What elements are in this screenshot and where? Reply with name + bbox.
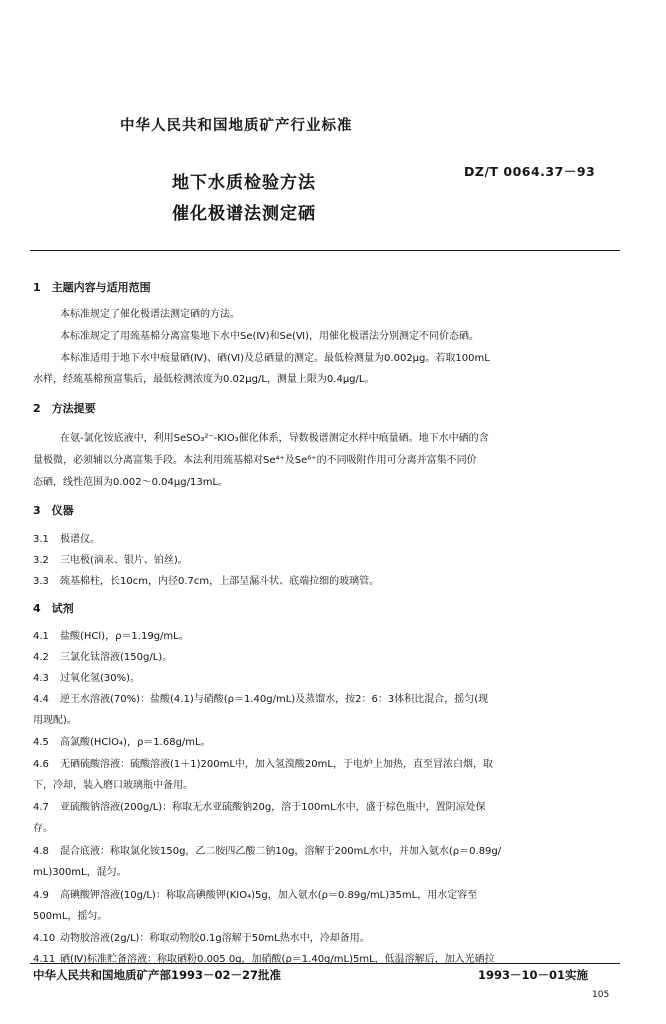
section-1-heading: 1 主题内容与适用范围 (33, 281, 151, 294)
list-item (33, 669, 140, 684)
list-item-cont: 用现配)。 (33, 715, 77, 726)
list-item (33, 551, 188, 566)
item-number: 3.3 (33, 576, 49, 587)
item-text: 三电极(滴汞、银片、铂丝)。 (60, 555, 188, 566)
item-number: 4.10 (33, 933, 56, 944)
list-item (33, 690, 488, 705)
item-number: 4.5 (33, 737, 49, 748)
list-item (33, 755, 493, 770)
list-item (33, 886, 477, 901)
list-item (33, 929, 370, 944)
section-1-paragraph-3: 本标准适用于地下水中痕量硒(Ⅳ)、硒(Ⅵ)及总硒量的测定。最低检测量为0.002μg。若取100mL (60, 353, 490, 364)
list-item-cont: 下，冷却，装入磨口玻璃瓶中备用。 (33, 780, 193, 791)
list-item-cont: 500mL，摇匀。 (33, 911, 108, 922)
item-number: 3.2 (33, 555, 49, 566)
item-number: 4.8 (33, 846, 49, 857)
item-number: 4.11 (33, 954, 56, 965)
item-number: 4.6 (33, 759, 49, 770)
item-number: 4.9 (33, 890, 49, 901)
item-text: 亚硫酸钠溶液(200g/L)：称取无水亚硫酸钠20g，溶于100mL水中，盛于棕色瓶中，置阴凉处保 (60, 802, 486, 813)
section-3-heading: 3 仪器 (33, 504, 74, 517)
issuing-organization: 中华人民共和国地质矿产行业标准 (120, 118, 353, 134)
section-2-line-2: 量极微，必须辅以分离富集手段。本法利用巯基棉对Se⁴⁺及Se⁶⁺的不同吸附作用可分离并富集不同价 (33, 455, 477, 466)
item-number: 3.1 (33, 534, 49, 545)
item-text: 逆王水溶液(70%)：盐酸(4.1)与硝酸(ρ＝1.40g/mL)及蒸馏水，按2：6：3体积比混合，摇匀(现 (60, 694, 489, 705)
section-1-paragraph-1: 本标准规定了催化极谱法测定硒的方法。 (60, 309, 240, 320)
item-text: 硒(Ⅳ)标准贮备溶液：称取硒粉0.005 0g，加硝酸(ρ＝1.40g/mL)5mL，低温溶解后，加入光硒拉 (60, 954, 495, 965)
section-2-line-1: 在氨-氯化铵底液中，利用SeSO₃²⁻-KIO₃催化体系，导数极谱测定水样中痕量硒。地下水中硒的含 (60, 433, 489, 444)
list-item-cont: mL)300mL，混匀。 (33, 867, 127, 878)
list-item-cont: 存。 (33, 823, 53, 834)
item-text: 高氯酸(HClO₄)，ρ＝1.68g/mL。 (60, 737, 211, 748)
item-text: 过氧化氢(30%)。 (60, 673, 141, 684)
list-item (33, 530, 100, 545)
standard-number: DZ/T 0064.37－93 (464, 164, 596, 179)
item-number: 4.7 (33, 802, 49, 813)
page-number: 105 (592, 990, 610, 1000)
item-text: 无硒硫酸溶液：硫酸溶液(1＋1)200mL中，加入氢溴酸20mL，于电炉上加热，直至冒浓白烟，取 (60, 759, 493, 770)
effective-date: 1993－10－01实施 (478, 968, 589, 982)
item-text: 三氯化钛溶液(150g/L)。 (60, 652, 173, 663)
item-text: 混合底液：称取氯化铵150g，乙二胺四乙酸二钠10g，溶解于200mL水中，并加入氨水(ρ＝0.89g/ (60, 846, 502, 857)
list-item (33, 798, 486, 813)
item-text: 极谱仪。 (60, 534, 100, 545)
item-text: 巯基棉柱，长10cm，内径0.7cm，上部呈漏斗状、底端拉细的玻璃管。 (60, 576, 380, 587)
list-item (33, 842, 501, 857)
footer-rule (30, 963, 620, 964)
section-1-paragraph-3-cont: 水样，经巯基棉预富集后，最低检测浓度为0.02μg/L，测量上限为0.4μg/L。 (33, 374, 375, 385)
item-text: 高碘酸钾溶液(10g/L)：称取高碘酸钾(KIO₄)5g，加入氨水(ρ＝0.89g/mL)35mL，用水定容至 (60, 890, 478, 901)
section-4-heading: 4 试剂 (33, 602, 74, 615)
item-number: 4.1 (33, 631, 49, 642)
item-number: 4.2 (33, 652, 49, 663)
title-line-1: 地下水质检验方法 (172, 173, 316, 193)
section-2-line-3: 态硒，线性范围为0.002～0.04μg/13mL。 (33, 477, 229, 488)
list-item (33, 733, 211, 748)
item-text: 盐酸(HCl)，ρ＝1.19g/mL。 (60, 631, 189, 642)
approval-note: 中华人民共和国地质矿产部1993－02－27批准 (33, 968, 282, 982)
section-1-paragraph-2: 本标准规定了用巯基棉分离富集地下水中Se(Ⅳ)和Se(Ⅵ)，用催化极谱法分别测定不同价态硒。 (60, 331, 480, 342)
header-rule (30, 250, 620, 251)
item-number: 4.3 (33, 673, 49, 684)
section-2-heading: 2 方法提要 (33, 402, 96, 415)
title-line-2: 催化极谱法测定硒 (172, 204, 316, 224)
list-item (33, 572, 379, 587)
item-number: 4.4 (33, 694, 49, 705)
item-text: 动物胶溶液(2g/L)：称取动物胶0.1g溶解于50mL热水中，冷却备用。 (60, 933, 370, 944)
list-item (33, 648, 172, 663)
list-item (33, 627, 189, 642)
